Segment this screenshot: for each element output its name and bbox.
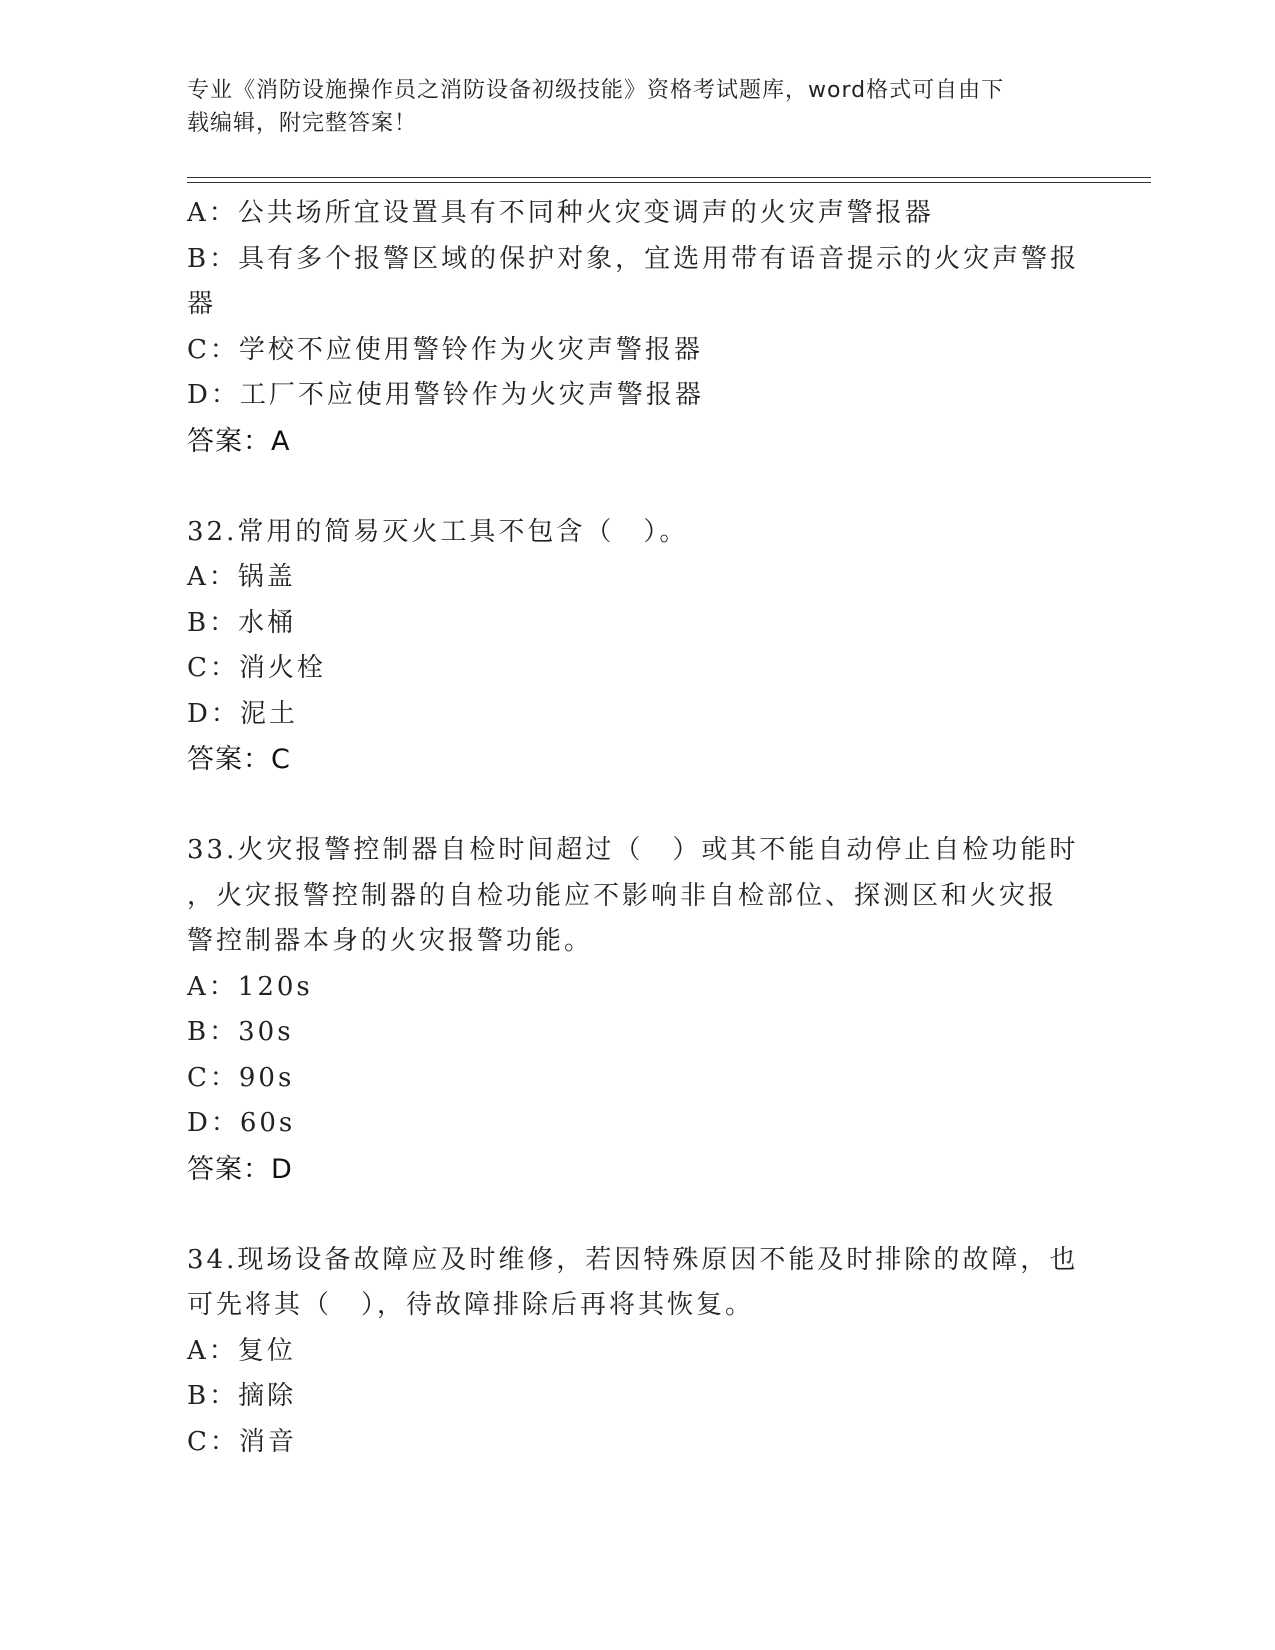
option-d: D：60s: [187, 1108, 296, 1138]
header-rule-bottom: [187, 182, 1151, 183]
option-c: C：消音: [187, 1426, 297, 1457]
document-header: [187, 74, 1087, 140]
option-b: B：具有多个报警区域的保护对象，宜选用带有语音提示的火灾声警报: [187, 243, 1080, 274]
header-line-1: 专业《消防设施操作员之消防设备初级技能》资格考试题库，word格式可自由下: [187, 78, 1005, 103]
option-b-continued: 器: [187, 289, 217, 319]
question-32: [187, 510, 1087, 783]
option-a: A：公共场所宜设置具有不同种火灾变调声的火灾声警报器: [187, 198, 934, 228]
question-stem-line-2: 可先将其（ ），待故障排除后再将其恢复。: [187, 1290, 755, 1320]
question-stem: 32.常用的简易灭火工具不包含（ ）。: [187, 516, 689, 547]
answer-label: 答案：C: [187, 744, 291, 775]
question-stem-line-2: ，火灾报警控制器的自检功能应不影响非自检部位、探测区和火灾报: [187, 880, 1058, 911]
spacer: [187, 1192, 1087, 1238]
question-stem-line-1: 33.火灾报警控制器自检时间超过（ ）或其不能自动停止自检功能时: [187, 835, 1079, 865]
header-line-2: 载编辑，附完整答案！: [187, 111, 418, 136]
option-a: A：复位: [187, 1335, 296, 1366]
question-list: [187, 191, 1087, 1465]
option-d: D：工厂不应使用警铃作为火灾声警报器: [187, 380, 704, 410]
option-c: C：消火栓: [187, 653, 326, 683]
option-c: C：学校不应使用警铃作为火灾声警报器: [187, 334, 703, 365]
spacer: [187, 783, 1087, 829]
option-b: B：摘除: [187, 1381, 297, 1411]
option-c: C：90s: [187, 1062, 295, 1093]
question-33: [187, 828, 1087, 1192]
question-34: [187, 1238, 1087, 1466]
option-b: B：水桶: [187, 607, 297, 638]
option-a: A：锅盖: [187, 562, 296, 592]
question-stem-line-1: 34.现场设备故障应及时维修，若因特殊原因不能及时排除的故障，也: [187, 1244, 1079, 1275]
answer-label: 答案：A: [187, 425, 291, 457]
header-rule-top: [187, 177, 1151, 178]
answer-label: 答案：D: [187, 1153, 293, 1185]
option-b: B：30s: [187, 1017, 294, 1047]
question-31: [187, 191, 1087, 464]
option-d: D：泥土: [187, 698, 298, 729]
spacer: [187, 464, 1087, 510]
question-stem-line-3: 警控制器本身的火灾报警功能。: [187, 926, 594, 956]
option-a: A：120s: [187, 971, 313, 1002]
